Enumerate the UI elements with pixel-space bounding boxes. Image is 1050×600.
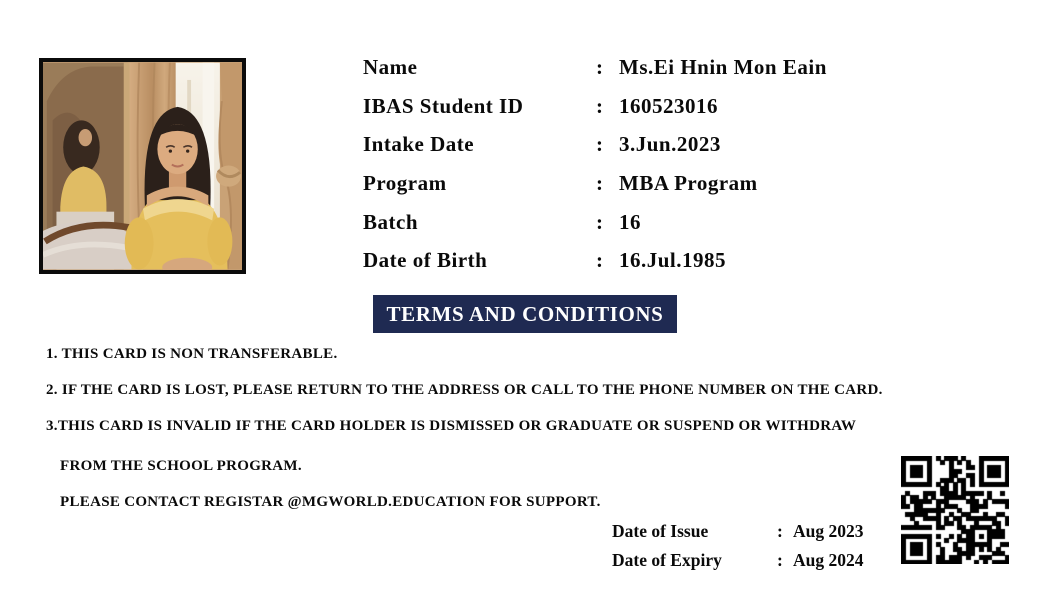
field-label: IBAS Student ID [363, 93, 524, 118]
date-value: Aug 2023 [793, 521, 864, 541]
date-label: Date of Issue [612, 521, 709, 541]
field-label: Name [363, 54, 418, 79]
field-label: Intake Date [363, 132, 475, 157]
issue-expiry-block [612, 517, 892, 575]
field-row-name [363, 48, 923, 87]
field-value: 160523016 [619, 93, 718, 118]
date-separator: : [777, 521, 783, 541]
field-row-program [363, 164, 923, 203]
field-separator: : [596, 54, 604, 79]
terms-and-conditions-banner [373, 295, 677, 333]
field-separator: : [596, 209, 604, 234]
student-fields [363, 48, 923, 280]
field-row-date-of-birth [363, 241, 923, 280]
field-label: Date of Birth [363, 248, 488, 273]
field-row-batch [363, 203, 923, 242]
field-value: 16 [619, 209, 641, 234]
field-separator: : [596, 93, 604, 118]
field-separator: : [596, 248, 604, 273]
date-value: Aug 2024 [793, 550, 864, 570]
terms-heading: TERMS AND CONDITIONS [386, 301, 664, 326]
field-separator: : [596, 170, 604, 195]
field-value: 3.Jun.2023 [619, 132, 721, 157]
field-value: MBA Program [619, 170, 758, 195]
field-row-intake-date [363, 125, 923, 164]
field-label: Batch [363, 209, 418, 234]
date-separator: : [777, 550, 783, 570]
date-label: Date of Expiry [612, 550, 722, 570]
terms-line-2: 2. IF THE CARD IS LOST, PLEASE RETURN TO THE ADDRESS OR CALL TO THE PHONE NUMBER ON THE CARD. [46, 382, 883, 398]
field-label: Program [363, 170, 447, 195]
student-photo-image [43, 62, 242, 270]
terms-support-line: PLEASE CONTACT REGISTAR @MGWORLD.EDUCATION FOR SUPPORT. [60, 494, 601, 510]
field-value: Ms.Ei Hnin Mon Eain [619, 54, 827, 79]
field-separator: : [596, 132, 604, 157]
qr-code [901, 456, 1009, 564]
date-of-expiry-row [612, 546, 892, 575]
field-value: 16.Jul.1985 [619, 248, 727, 273]
student-photo [39, 58, 246, 274]
date-of-issue-row [612, 517, 892, 546]
terms-line-3: 3.THIS CARD IS INVALID IF THE CARD HOLDER IS DISMISSED OR GRADUATE OR SUSPEND OR WITHDRAW [46, 418, 857, 434]
field-row-student-id [363, 87, 923, 126]
terms-line-3-continued: FROM THE SCHOOL PROGRAM. [60, 458, 302, 474]
terms-line-1: 1. THIS CARD IS NON TRANSFERABLE. [46, 346, 338, 362]
